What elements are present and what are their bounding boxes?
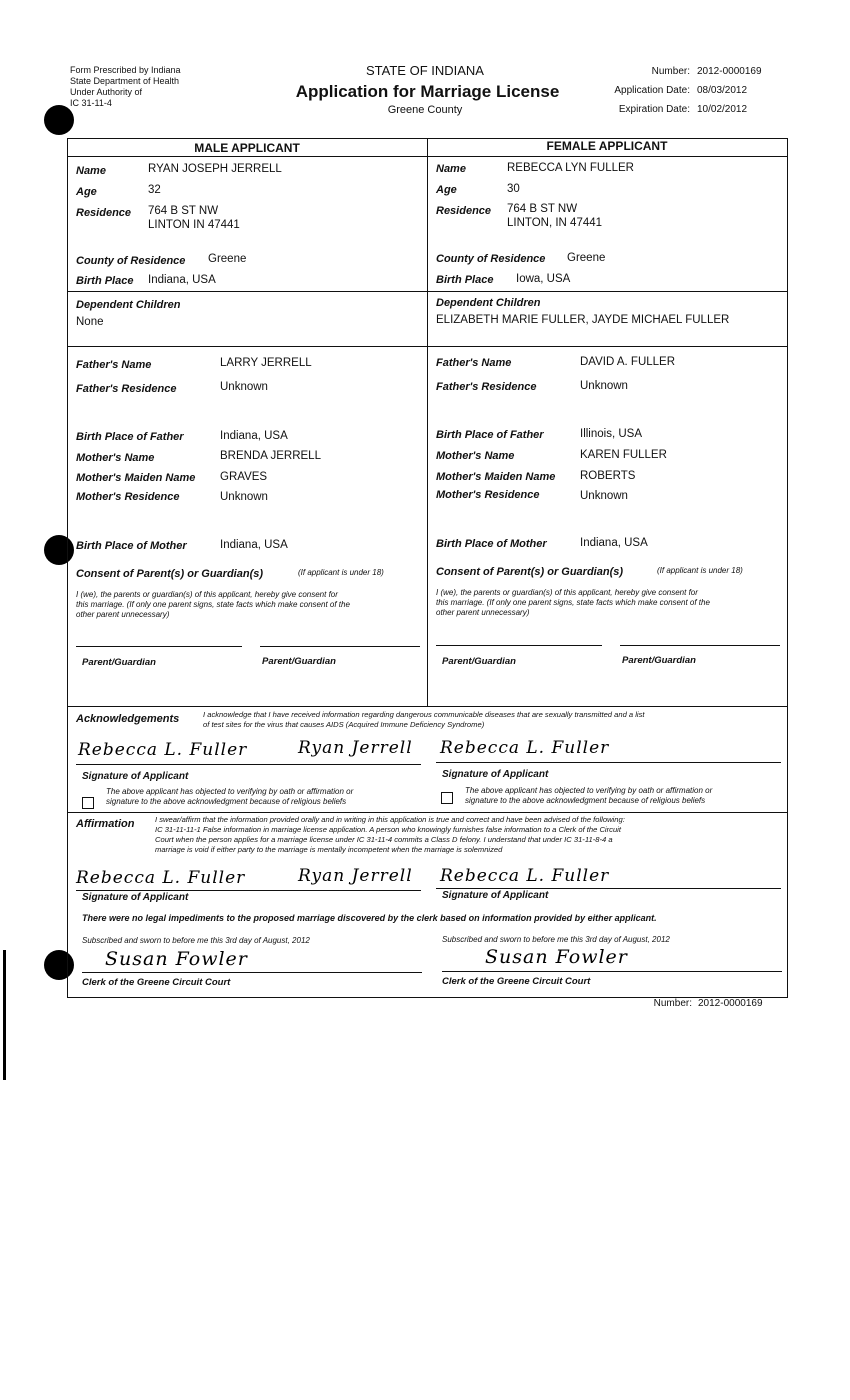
- ack-signature-line: [76, 764, 421, 765]
- female-county-label: County of Residence: [436, 253, 546, 265]
- female-birth-place-mother: Indiana, USA: [580, 537, 648, 549]
- affirm-signature-line: [76, 890, 421, 891]
- affirmation-text: I swear/affirm that the information provided orally and in writing in this application is true and correct and have been advised of the following: IC 31-11-11-1 False information in marriage license application. A person who knowingly furnishes false information to a Clerk of the Circuit Court when the person applies for a marriage license under IC 31-11-4 commits a Class D felony. I understand that under IC 31-11-8-4 a marriage is void if either party to the marriage is mentally incompetent when the marriage is solemnized: [155, 815, 625, 854]
- female-guardian-signature-line: [436, 645, 602, 646]
- male-name: RYAN JOSEPH JERRELL: [148, 163, 282, 175]
- female-mother-maiden-label: Mother's Maiden Name: [436, 471, 556, 483]
- female-birth-place-father-label: Birth Place of Father: [436, 429, 544, 441]
- clerk-signature: Susan Fowler: [105, 948, 248, 970]
- male-father-residence-label: Father's Residence: [76, 383, 177, 395]
- male-dependent-children-label: Dependent Children: [76, 299, 181, 311]
- female-guardian-signature-line: [620, 645, 780, 646]
- female-birth-place-father: Illinois, USA: [580, 428, 642, 440]
- male-county: Greene: [208, 253, 247, 265]
- affirm-signature-label: Signature of Applicant: [82, 892, 189, 903]
- male-name-label: Name: [76, 165, 106, 177]
- female-name: REBECCA LYN FULLER: [507, 162, 634, 174]
- male-father-name: LARRY JERRELL: [220, 357, 312, 369]
- hole-punch-mark: [44, 105, 74, 135]
- section-divider: [67, 812, 787, 813]
- male-residence-label: Residence: [76, 207, 132, 219]
- clerk-label: Clerk of the Greene Circuit Court: [82, 977, 231, 988]
- male-father-residence: Unknown: [220, 381, 268, 393]
- male-county-label: County of Residence: [76, 255, 186, 267]
- female-mother-residence: Unknown: [580, 490, 628, 502]
- male-mother-name: BRENDA JERRELL: [220, 450, 321, 462]
- section-divider: [67, 291, 787, 292]
- male-birth-place-mother: Indiana, USA: [220, 539, 288, 551]
- affirm-signature-line: [436, 888, 781, 889]
- ack-signature-label: Signature of Applicant: [82, 771, 189, 782]
- female-birth-place: Iowa, USA: [516, 273, 571, 285]
- column-divider: [427, 138, 428, 706]
- male-mother-maiden: GRAVES: [220, 471, 268, 483]
- footer-number-label: Number:: [653, 998, 692, 1009]
- clerk-signature-line: [442, 971, 782, 972]
- no-impediments-statement: There were no legal impediments to the proposed marriage discovered by the clerk based on information provided by either applicant.: [82, 913, 657, 923]
- male-mother-maiden-label: Mother's Maiden Name: [76, 472, 196, 484]
- female-ack-signature-right: Rebecca L. Fuller: [440, 738, 610, 758]
- female-residence-label: Residence: [436, 205, 492, 217]
- sworn-statement: Subscribed and sworn to before me this 3rd day of August, 2012: [82, 936, 310, 945]
- female-affirm-signature-right: Rebecca L. Fuller: [440, 866, 610, 886]
- male-birth-place-label: Birth Place: [76, 275, 134, 287]
- female-age: 30: [507, 183, 520, 195]
- male-birth-place-father: Indiana, USA: [220, 430, 288, 442]
- male-religious-objection-text: The above applicant has objected to verifying by oath or affirmation or signature to the above acknowledgment because of religious beliefs: [106, 787, 354, 806]
- section-divider: [67, 706, 787, 707]
- acknowledgements-label: Acknowledgements: [76, 713, 180, 725]
- female-mother-name-label: Mother's Name: [436, 450, 515, 462]
- state-heading: STATE OF INDIANA: [366, 63, 484, 78]
- female-ack-signature: Rebecca L. Fuller: [78, 740, 248, 760]
- male-consent-title: Consent of Parent(s) or Guardian(s): [76, 568, 264, 580]
- female-affirm-signature: Rebecca L. Fuller: [76, 868, 246, 888]
- female-age-label: Age: [436, 184, 457, 196]
- female-religious-objection-checkbox[interactable]: [441, 792, 453, 804]
- male-birth-place-mother-label: Birth Place of Mother: [76, 540, 187, 552]
- female-guardian-label: Parent/Guardian: [622, 655, 696, 666]
- male-mother-residence: Unknown: [220, 491, 268, 503]
- clerk-signature: Susan Fowler: [485, 946, 628, 968]
- header-number-label: Number:: [651, 66, 690, 77]
- male-guardian-signature-line: [76, 646, 242, 647]
- clerk-signature-line: [82, 972, 422, 973]
- sworn-statement: Subscribed and sworn to before me this 3rd day of August, 2012: [442, 935, 670, 944]
- header-number: 2012-0000169: [697, 66, 762, 77]
- male-consent-text: I (we), the parents or guardian(s) of this applicant, hereby give consent for this marriage. (If only one parent signs, state facts which make consent of the other parent unnecessary): [76, 590, 350, 619]
- male-ack-signature: Ryan Jerrell: [298, 738, 413, 758]
- male-guardian-signature-line: [260, 646, 420, 647]
- page-title: Application for Marriage License: [295, 82, 560, 101]
- male-guardian-label: Parent/Guardian: [82, 657, 156, 668]
- ack-signature-line: [436, 762, 781, 763]
- male-age-label: Age: [76, 186, 97, 198]
- male-father-name-label: Father's Name: [76, 359, 152, 371]
- male-applicant-heading: MALE APPLICANT: [194, 141, 300, 155]
- application-date-label: Application Date:: [614, 85, 690, 96]
- female-consent-title: Consent of Parent(s) or Guardian(s): [436, 566, 624, 578]
- female-mother-maiden: ROBERTS: [580, 470, 636, 482]
- male-dependent-children: None: [76, 316, 104, 328]
- female-religious-objection-text: The above applicant has objected to verifying by oath or affirmation or signature to the above acknowledgment because of religious beliefs: [465, 786, 713, 805]
- male-residence-line2: LINTON IN 47441: [148, 219, 240, 231]
- female-dependent-children: ELIZABETH MARIE FULLER, JAYDE MICHAEL FULLER: [436, 314, 730, 326]
- ack-signature-label: Signature of Applicant: [442, 769, 549, 780]
- male-residence-line1: 764 B ST NW: [148, 205, 219, 217]
- female-name-label: Name: [436, 163, 466, 175]
- male-birth-place: Indiana, USA: [148, 274, 216, 286]
- female-consent-note: (If applicant is under 18): [657, 566, 743, 575]
- male-religious-objection-checkbox[interactable]: [82, 797, 94, 809]
- county-heading: Greene County: [387, 104, 463, 116]
- expiration-date: 10/02/2012: [697, 104, 748, 115]
- clerk-label: Clerk of the Greene Circuit Court: [442, 976, 591, 987]
- female-father-residence-label: Father's Residence: [436, 381, 537, 393]
- female-residence-line1: 764 B ST NW: [507, 203, 578, 215]
- male-age: 32: [148, 184, 161, 196]
- male-guardian-label: Parent/Guardian: [262, 656, 336, 667]
- female-birth-place-label: Birth Place: [436, 274, 494, 286]
- expiration-date-label: Expiration Date:: [618, 104, 690, 115]
- female-consent-text: I (we), the parents or guardian(s) of this applicant, hereby give consent for this marriage. (If only one parent signs, state facts which make consent of the other parent unnecessary): [436, 588, 710, 617]
- application-date: 08/03/2012: [697, 85, 748, 96]
- female-birth-place-mother-label: Birth Place of Mother: [436, 538, 547, 550]
- female-father-residence: Unknown: [580, 380, 628, 392]
- male-birth-place-father-label: Birth Place of Father: [76, 431, 184, 443]
- male-affirm-signature: Ryan Jerrell: [298, 866, 413, 886]
- male-mother-residence-label: Mother's Residence: [76, 491, 180, 503]
- acknowledgements-text: I acknowledge that I have received information regarding dangerous communicable diseases that are sexually transmitted and a list of test sites for the virus that causes AIDS (Acquired Immune Deficiency Syndrome): [203, 710, 645, 729]
- male-consent-note: (If applicant is under 18): [298, 568, 384, 577]
- female-mother-residence-label: Mother's Residence: [436, 489, 540, 501]
- affirmation-label: Affirmation: [76, 818, 135, 830]
- female-mother-name: KAREN FULLER: [580, 449, 667, 461]
- female-applicant-heading: FEMALE APPLICANT: [546, 139, 668, 153]
- scan-edge-line: [3, 950, 6, 1080]
- female-dependent-children-label: Dependent Children: [436, 297, 541, 309]
- footer-number: 2012-0000169: [698, 998, 763, 1009]
- affirm-signature-label: Signature of Applicant: [442, 890, 549, 901]
- section-divider: [67, 346, 787, 347]
- female-residence-line2: LINTON, IN 47441: [507, 217, 603, 229]
- female-county: Greene: [567, 252, 606, 264]
- female-guardian-label: Parent/Guardian: [442, 656, 516, 667]
- female-father-name: DAVID A. FULLER: [580, 356, 676, 368]
- male-mother-name-label: Mother's Name: [76, 452, 155, 464]
- female-father-name-label: Father's Name: [436, 357, 512, 369]
- form-authority-note: Form Prescribed by Indiana State Department of Health Under Authority of IC 31-11-4: [70, 65, 181, 108]
